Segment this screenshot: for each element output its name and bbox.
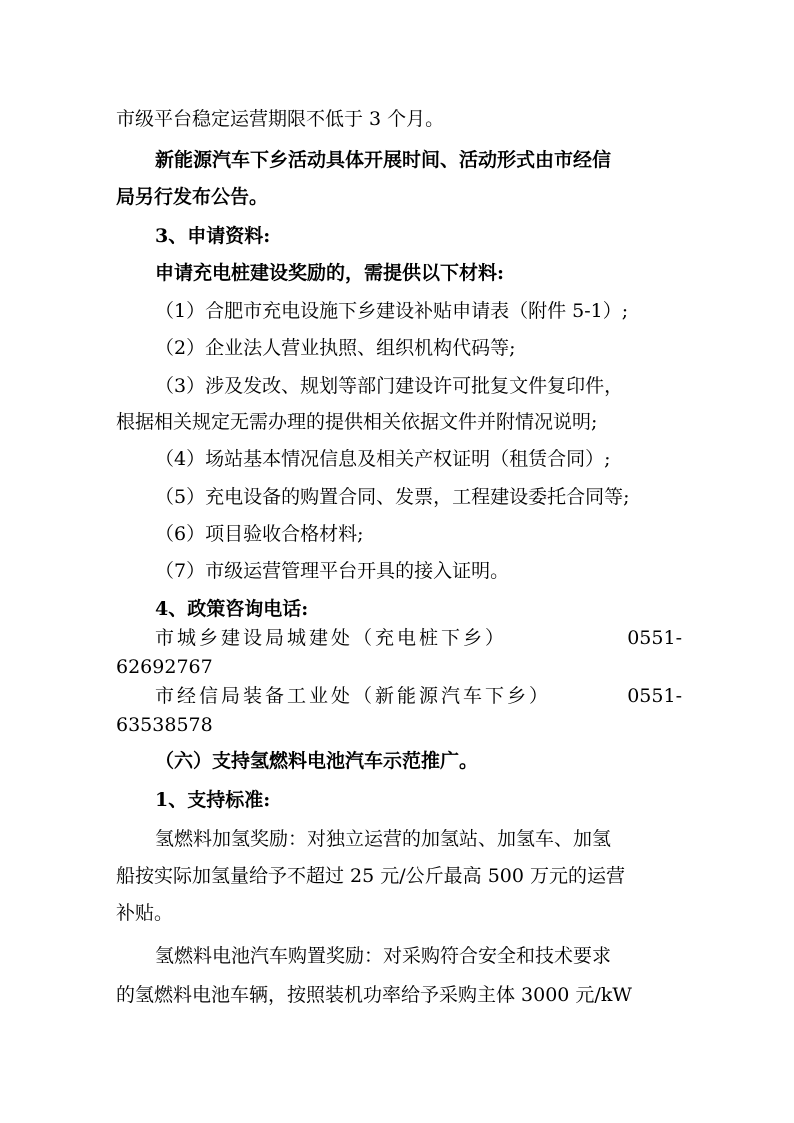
paragraph-line: 补贴。 bbox=[116, 902, 174, 924]
paragraph-line: 船按实际加氢量给予不超过 25 元/公斤最高 500 万元的运营 bbox=[116, 865, 626, 887]
paragraph-line: 的氢燃料电池车辆，按照装机功率给予采购主体 3000 元/kW bbox=[116, 984, 632, 1006]
contact-row bbox=[155, 681, 682, 711]
list-item: （4）场站基本情况信息及相关产权证明（租赁合同）; bbox=[155, 448, 611, 470]
list-item: （7）市级运营管理平台开具的接入证明。 bbox=[155, 560, 510, 582]
section-heading: 4、政策咨询电话: bbox=[155, 598, 309, 620]
list-item: （5）充电设备的购置合同、发票，工程建设委托合同等; bbox=[155, 486, 630, 508]
contact-phone-continuation: 63538578 bbox=[116, 714, 213, 736]
contact-phone: 0551- bbox=[627, 685, 682, 707]
contact-phone-continuation: 62692767 bbox=[116, 656, 213, 678]
contact-row bbox=[155, 623, 682, 653]
contact-label: 市经信局装备工业处（新能源汽车下乡） bbox=[155, 685, 552, 707]
list-item-continuation: 根据相关规定无需办理的提供相关依据文件并附情况说明; bbox=[116, 411, 598, 433]
paragraph-line: 局另行发布公告。 bbox=[116, 186, 269, 208]
paragraph-line: 新能源汽车下乡活动具体开展时间、活动形式由市经信 bbox=[155, 149, 612, 171]
section-heading: 3、申请资料: bbox=[155, 225, 271, 247]
subheading: 申请充电桩建设奖励的，需提供以下材料: bbox=[155, 262, 505, 284]
list-item: （1）合肥市充电设施下乡建设补贴申请表（附件 5-1）; bbox=[155, 300, 629, 322]
list-item: （3）涉及发改、规划等部门建设许可批复文件复印件， bbox=[155, 375, 624, 397]
contact-phone: 0551- bbox=[627, 627, 682, 649]
list-item: （2）企业法人营业执照、组织机构代码等; bbox=[155, 337, 516, 359]
contact-label: 市城乡建设局城建处（充电桩下乡） bbox=[155, 627, 508, 649]
paragraph-line: 市级平台稳定运营期限不低于 3 个月。 bbox=[116, 108, 445, 130]
list-item: （6）项目验收合格材料; bbox=[155, 523, 364, 545]
paragraph-line: 氢燃料电池汽车购置奖励：对采购符合安全和技术要求 bbox=[155, 945, 612, 967]
section-heading: （六）支持氢燃料电池汽车示范推广。 bbox=[155, 750, 479, 772]
paragraph-line: 氢燃料加氢奖励：对独立运营的加氢站、加氢车、加氢 bbox=[155, 828, 612, 850]
section-heading: 1、支持标准: bbox=[155, 789, 271, 811]
